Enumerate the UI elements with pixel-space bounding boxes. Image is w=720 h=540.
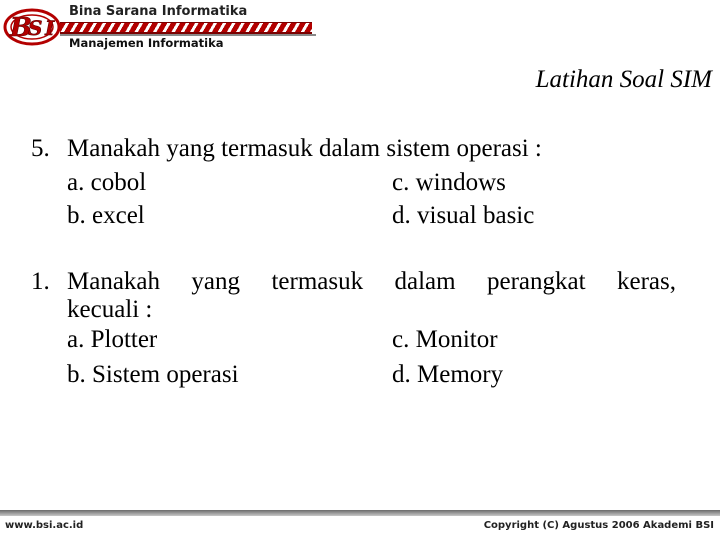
question-text: Manakah yang termasuk dalam perangkat keras,	[67, 268, 676, 295]
option-b: b. excel	[67, 202, 145, 229]
header-stripe	[60, 22, 312, 34]
options-grid	[31, 168, 676, 231]
slide-title: Latihan Soal SIM	[535, 66, 712, 93]
options-grid	[31, 325, 676, 390]
bsi-logo-icon	[2, 6, 64, 48]
option-d: d. Memory	[392, 361, 504, 388]
question-text-continued: kecuali :	[67, 296, 153, 323]
question-block	[31, 134, 676, 231]
question-line	[31, 134, 676, 164]
question-number: 1.	[31, 268, 50, 295]
org-name: Bina Sarana Informatika	[69, 4, 248, 19]
svg-text:S: S	[28, 16, 43, 40]
footer-website[interactable]: www.bsi.ac.id	[5, 520, 84, 531]
option-b: b. Sistem operasi	[67, 361, 239, 388]
footer-copyright: Copyright (C) Agustus 2006 Akademi BSI	[483, 520, 714, 531]
option-d: d. visual basic	[392, 202, 535, 229]
option-c: c. windows	[392, 169, 506, 196]
question-text: Manakah yang termasuk dalam sistem operasi :	[67, 135, 542, 162]
option-a: a. Plotter	[67, 326, 158, 353]
question-number: 5.	[31, 135, 50, 162]
footer-bar	[0, 510, 720, 516]
svg-text:B: B	[10, 13, 32, 43]
dept-name: Manajemen Informatika	[69, 36, 224, 50]
question-block	[31, 267, 676, 390]
option-a: a. cobol	[67, 169, 147, 196]
option-c: c. Monitor	[392, 326, 498, 353]
question-line	[31, 267, 676, 297]
svg-text:I: I	[45, 16, 55, 40]
